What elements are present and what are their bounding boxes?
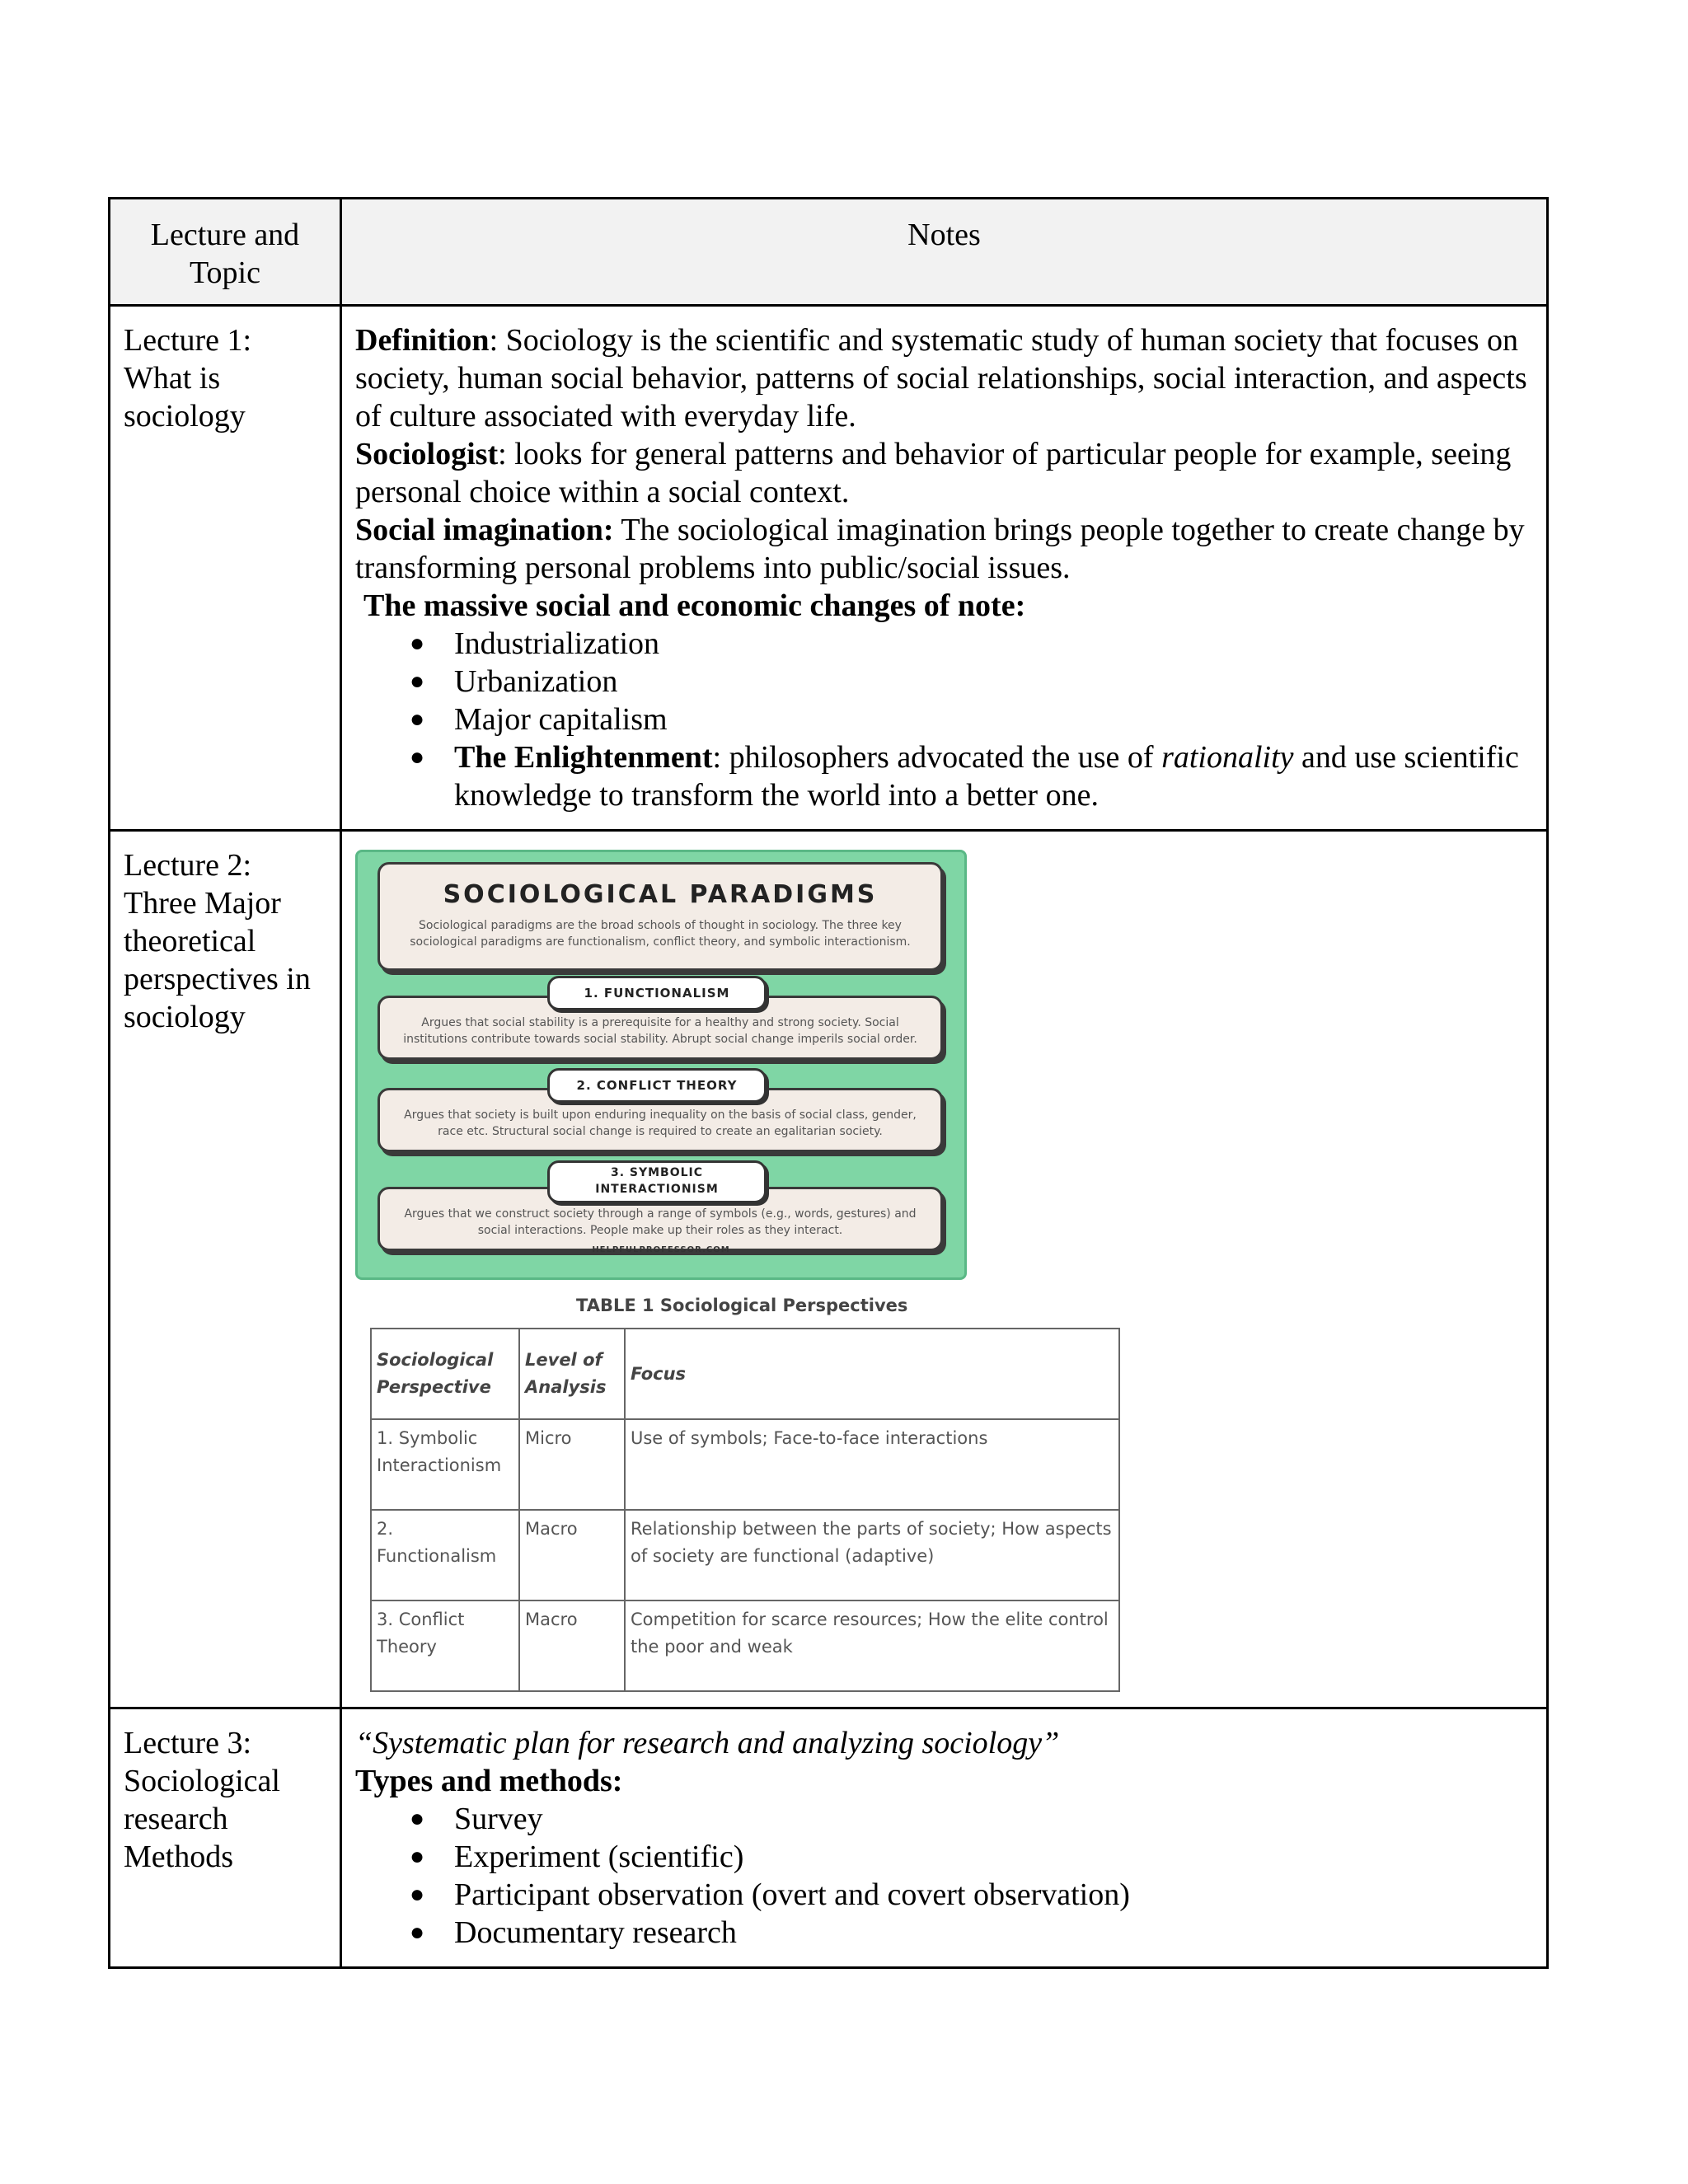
changes-heading <box>355 587 1533 625</box>
perspectives-header-row <box>371 1329 1119 1419</box>
functionalism-pill: 1. FUNCTIONALISM <box>547 976 767 1010</box>
list-item <box>355 738 1533 814</box>
functionalism-text: Argues that social stability is a prerequisite for a healthy and strong society. Social institutions contribute towards social stability. Abrupt social change imperils social order. <box>403 1016 917 1046</box>
table-cell: Macro <box>519 1510 625 1601</box>
conflict-theory-text: Argues that society is built upon enduring inequality on the basis of social class, gender, race etc. Structural social change is required to create an egalitarian society. <box>404 1108 917 1138</box>
lecture-3-topic: Lecture 3: Sociological research Methods <box>110 1708 341 1968</box>
lecture-2-notes <box>341 831 1548 1708</box>
perspectives-table <box>370 1328 1120 1692</box>
methods-list <box>355 1800 1533 1952</box>
imagination-paragraph <box>355 511 1533 587</box>
list-item: ● Documentary research <box>355 1914 1533 1952</box>
perspectives-table-caption: TABLE 1 Sociological Perspectives <box>576 1296 908 1315</box>
list-item: ● Major capitalism <box>355 701 1533 738</box>
sociologist-label: Sociologist <box>355 437 499 471</box>
table-cell: Relationship between the parts of society; How aspects of society are functional (adaptive) <box>625 1510 1119 1601</box>
table-cell: 2. Functionalism <box>371 1510 519 1601</box>
conflict-theory-pill: 2. CONFLICT THEORY <box>547 1068 767 1103</box>
perspectives-header-cell: Focus <box>625 1329 1119 1419</box>
changes-heading-text: The massive social and economic changes of note: <box>363 588 1026 623</box>
sociologist-text: : looks for general patterns and behavior of particular people for example, seeing personal choice within a social context. <box>355 437 1512 509</box>
lecture-3-notes <box>341 1708 1548 1968</box>
table-cell: Use of symbols; Face-to-face interactions <box>625 1419 1119 1510</box>
lecture-1-row <box>110 306 1548 831</box>
list-item: ● Industrialization <box>355 625 1533 663</box>
methods-quote <box>355 1724 1533 1762</box>
table-row <box>371 1601 1119 1691</box>
paradigms-title: SOCIOLOGICAL PARADIGMS <box>443 880 878 909</box>
symbolic-interactionism-text: Argues that we construct society through a range of symbols (e.g., words, gestures) and social interactions. People make up their roles as they interact. <box>404 1207 917 1237</box>
imagination-text: The sociological imagination brings people together to create change by transforming personal problems into public/social issues. <box>355 513 1525 585</box>
types-heading <box>355 1762 1533 1800</box>
paradigms-title-box <box>377 862 943 971</box>
table-row <box>371 1419 1119 1510</box>
changes-list <box>355 625 1533 814</box>
table-cell: Micro <box>519 1419 625 1510</box>
table-cell: 1. Symbolic Interactionism <box>371 1419 519 1510</box>
table-row <box>371 1510 1119 1601</box>
list-item: ● Urbanization <box>355 663 1533 701</box>
enlightenment-post: and use scientific knowledge to transform the world into a better one. <box>454 740 1519 813</box>
definition-label: Definition <box>355 323 490 358</box>
perspectives-header-cell: Level of Analysis <box>519 1329 625 1419</box>
symbolic-interactionism-pill: 3. SYMBOLIC INTERACTIONISM <box>547 1160 767 1203</box>
header-notes: Notes <box>341 199 1548 306</box>
definition-paragraph <box>355 321 1533 435</box>
lecture-notes-table <box>108 197 1549 1969</box>
table-cell: Competition for scarce resources; How the elite control the poor and weak <box>625 1601 1119 1691</box>
paradigms-footer: HELPFULPROFESSOR.COM <box>592 1245 730 1254</box>
lecture-1-notes <box>341 306 1548 831</box>
lecture-2-row <box>110 831 1548 1708</box>
list-item: ● Experiment (scientific) <box>355 1838 1533 1876</box>
definition-text: : Sociology is the scientific and systematic study of human society that focuses on society, human social behavior, patterns of social relationships, social interaction, and aspects of culture associated with everyday life. <box>355 323 1527 434</box>
perspectives-header-cell: Sociological Perspective <box>371 1329 519 1419</box>
list-item: ● Participant observation (overt and covert observation) <box>355 1876 1533 1914</box>
lecture-2-topic: Lecture 2: Three Major theoretical perspectives in sociology <box>110 831 341 1708</box>
lecture-1-topic: Lecture 1: What is sociology <box>110 306 341 831</box>
imagination-label: Social imagination: <box>355 513 614 547</box>
paradigms-intro: Sociological paradigms are the broad schools of thought in sociology. The three key sociological paradigms are functionalism, conflict theory, and symbolic interactionism. <box>410 919 911 949</box>
types-heading-text: Types and methods: <box>355 1764 623 1798</box>
enlightenment-pre: : philosophers advocated the use of <box>712 740 1162 775</box>
table-cell: 3. Conflict Theory <box>371 1601 519 1691</box>
table-cell: Macro <box>519 1601 625 1691</box>
sociologist-paragraph <box>355 435 1533 511</box>
enlightenment-label: The Enlightenment <box>454 740 713 775</box>
lecture-3-row <box>110 1708 1548 1968</box>
enlightenment-emphasis: rationality <box>1161 740 1294 775</box>
table-header-row <box>110 199 1548 306</box>
list-item: ● Survey <box>355 1800 1533 1838</box>
header-lecture-topic: Lecture and Topic <box>110 199 341 306</box>
sociological-paradigms-infographic <box>355 850 967 1280</box>
methods-quote-text: “Systematic plan for research and analyzing sociology” <box>355 1726 1060 1760</box>
